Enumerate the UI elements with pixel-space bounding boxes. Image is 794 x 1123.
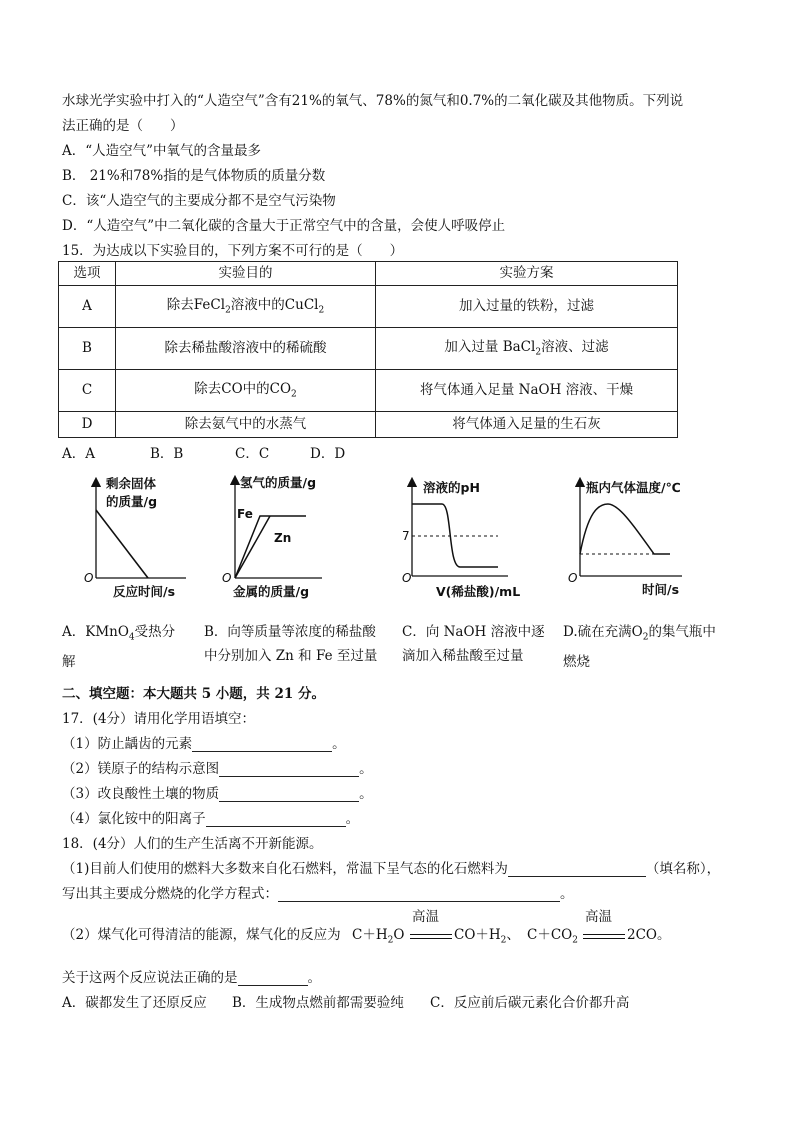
text-part: 加入过量的铁粉，过滤 xyxy=(459,298,594,315)
row-plan xyxy=(376,370,678,412)
experiment-table xyxy=(58,261,678,438)
subscript: 2 xyxy=(318,305,325,316)
ph-7-mark: 7 xyxy=(402,529,410,543)
fe-label: Fe xyxy=(237,507,253,521)
text-part: 将气体通入足量的生石灰 xyxy=(452,416,601,433)
answer-blank[interactable] xyxy=(206,812,346,827)
graph-b-origin: O xyxy=(222,571,232,585)
q14-option-b: B． 21%和78%指的是气体物质的质量分数 xyxy=(62,168,326,184)
item-end: 。 xyxy=(359,761,373,777)
condition-label-1: 高温 xyxy=(412,909,439,925)
text-part: 写出其主要成分燃烧的化学方程式： xyxy=(62,886,278,902)
graph-a-origin: O xyxy=(84,571,94,585)
q18-option-a: A．碳都发生了还原反应 xyxy=(62,995,207,1011)
graph-a-ylabel-2: 的质量/g xyxy=(106,494,158,509)
text-part: 溶液中的CuCl xyxy=(230,296,319,313)
text-part: （1)目前人们使用的燃料大多数来自化石燃料，常温下呈气态的化石燃料为 xyxy=(62,861,508,877)
q18-part1-line2 xyxy=(62,886,574,902)
equation-1-left xyxy=(352,927,404,946)
q18-option-b: B．生成物点燃前都需要验纯 xyxy=(232,995,404,1011)
text-part: 滴加入稀盐酸至过量 xyxy=(402,648,524,664)
q17-item-1 xyxy=(62,736,346,752)
q18-part3 xyxy=(62,970,321,986)
caption-b xyxy=(204,620,384,668)
graph-c-ylabel: 溶液的pH xyxy=(423,480,480,495)
text-part: 燃烧 xyxy=(563,653,590,670)
text-part: CO＋H xyxy=(454,927,501,943)
table-row xyxy=(59,286,678,328)
text-part: 溶液、过滤 xyxy=(541,338,609,355)
q15-answer-d: D．D xyxy=(310,446,346,462)
q17-item-2 xyxy=(62,761,373,777)
item-text: （3）改良酸性土壤的物质 xyxy=(62,786,220,802)
row-label: D xyxy=(59,412,116,438)
item-end: 。 xyxy=(332,736,346,752)
text-part: 加入过量 BaCl xyxy=(444,338,536,355)
row-purpose xyxy=(116,328,376,370)
caption-d xyxy=(563,620,738,674)
answer-blank[interactable] xyxy=(238,971,308,986)
q17-stem: 17．(4分）请用化学用语填空： xyxy=(62,711,256,727)
q18-stem: 18．(4分）人们的生产生活离不开新能源。 xyxy=(62,836,323,852)
row-purpose xyxy=(116,370,376,412)
item-end: 。 xyxy=(359,786,373,802)
decline-line xyxy=(96,510,148,578)
graph-d-origin: O xyxy=(568,571,578,585)
table-row xyxy=(59,412,678,438)
answer-blank[interactable] xyxy=(219,787,359,802)
subscript: 4 xyxy=(128,632,135,643)
temperature-curve xyxy=(580,504,670,554)
row-purpose xyxy=(116,412,376,438)
text-part: （填名称）， xyxy=(645,861,721,877)
section-title: 二、填空题：本大题共 5 小题，共 21 分。 xyxy=(62,686,325,702)
condition-label-2: 高温 xyxy=(585,909,612,925)
q14-stem-line2: 法正确的是（ ） xyxy=(62,118,184,134)
q17-item-3 xyxy=(62,786,373,802)
q18-option-c: C．反应前后碳元素化合价都升高 xyxy=(430,995,630,1011)
item-text: （1）防止龋齿的元素 xyxy=(62,736,193,752)
subscript: 2 xyxy=(642,632,649,643)
graph-a xyxy=(68,472,198,607)
graph-c xyxy=(390,472,530,607)
answer-blank[interactable] xyxy=(508,862,646,877)
q18-part2-prefix: （2）煤气化可得清洁的能源，煤气化的反应为 xyxy=(62,927,341,943)
subscript: 2 xyxy=(291,389,297,400)
text-part: 将气体通入足量 NaOH 溶液、干燥 xyxy=(419,382,634,399)
q14-option-c: C．该“人造空气的主要成分都不是空气污染物 xyxy=(62,193,336,209)
text-part: C＋H xyxy=(352,927,388,943)
answer-blank[interactable] xyxy=(219,762,359,777)
row-plan xyxy=(376,412,678,438)
text-part: B．向等质量等浓度的稀盐酸 xyxy=(204,624,376,640)
text-part: C．向 NaOH 溶液中逐 xyxy=(402,624,545,640)
text-part: 受热分 xyxy=(134,624,176,640)
table-row xyxy=(59,370,678,412)
row-plan xyxy=(376,328,678,370)
graph-d xyxy=(560,472,700,607)
text-part: O xyxy=(393,927,405,943)
item-text: （2）镁原子的结构示意图 xyxy=(62,761,220,777)
caption-a xyxy=(62,620,190,674)
subscript: 2 xyxy=(500,935,507,946)
graph-b-xlabel: 金属的质量/g xyxy=(233,584,310,599)
table-row xyxy=(59,328,678,370)
text-part: C＋CO xyxy=(527,927,573,943)
item-text: （4）氯化铵中的阳离子 xyxy=(62,811,206,827)
row-plan xyxy=(376,286,678,328)
text-part: 。 xyxy=(560,886,574,902)
answer-blank[interactable] xyxy=(278,887,560,902)
fe-curve xyxy=(235,516,306,578)
text-part: 解 xyxy=(62,653,76,670)
graph-b-ylabel: 氢气的质量/g xyxy=(240,475,317,490)
row-purpose xyxy=(116,286,376,328)
table-header-row xyxy=(59,262,678,286)
text-part: A．KMnO xyxy=(62,624,129,640)
graph-a-xlabel: 反应时间/s xyxy=(113,584,176,599)
reaction-equals-2 xyxy=(583,934,625,939)
zn-curve xyxy=(235,516,270,578)
zn-label: Zn xyxy=(274,531,292,545)
text-part: D.硫在充满O xyxy=(563,624,643,640)
text-part: 关于这两个反应说法正确的是 xyxy=(62,970,238,986)
text-part: 除去FeCl xyxy=(166,296,226,313)
table-header-cell: 选项 xyxy=(59,262,116,286)
subscript: 2 xyxy=(225,305,231,316)
row-label: C xyxy=(59,370,116,412)
q14-stem-line1: 水球光学实验中打入的“人造空气”含有21%的氧气、78%的氮气和0.7%的二氧化碳及其他物质。下列说 xyxy=(62,93,684,109)
graph-b xyxy=(210,472,340,607)
row-label: A xyxy=(59,286,116,328)
graph-a-ylabel-1: 剩余固体 xyxy=(106,476,157,491)
q15-answer-c: C．C xyxy=(235,446,270,462)
answer-blank[interactable] xyxy=(192,737,332,752)
equation-2-right: 2CO。 xyxy=(627,927,671,943)
text-part: 。 xyxy=(307,970,321,986)
table-header-cell: 实验目的 xyxy=(116,262,376,286)
row-label: B xyxy=(59,328,116,370)
equation-2-left xyxy=(527,927,578,946)
q15-stem: 15．为达成以下实验目的，下列方案不可行的是（ ） xyxy=(62,243,404,259)
text-part: 、 xyxy=(506,927,520,943)
q15-answer-b: B．B xyxy=(150,446,184,462)
reaction-equals-1 xyxy=(410,934,452,939)
graph-d-ylabel: 瓶内气体温度/℃ xyxy=(586,480,681,495)
text-part: 除去CO中的CO xyxy=(194,380,292,397)
subscript: 2 xyxy=(387,935,394,946)
graph-c-xlabel: V(稀盐酸)/mL xyxy=(436,584,521,599)
table-header-cell: 实验方案 xyxy=(376,262,678,286)
q17-item-4 xyxy=(62,811,359,827)
text-part: 的集气瓶中 xyxy=(648,624,716,640)
graph-d-xlabel: 时间/s xyxy=(642,582,680,597)
subscript: 2 xyxy=(535,347,542,358)
subscript: 2 xyxy=(572,935,578,946)
text-part: 除去氨气中的水蒸气 xyxy=(184,416,307,433)
graph-c-origin: O xyxy=(402,571,412,585)
q18-part1-line1 xyxy=(62,861,720,877)
q15-answer-a: A．A xyxy=(62,446,95,462)
item-end: 。 xyxy=(345,811,360,827)
q14-option-d: D．“人造空气”中二氧化碳的含量大于正常空气中的含量，会使人呼吸停止 xyxy=(62,218,506,234)
equation-1-right xyxy=(454,927,520,946)
text-part: 除去稀盐酸溶液中的稀硫酸 xyxy=(164,340,327,357)
q14-option-a: A．“人造空气”中氧气的含量最多 xyxy=(62,143,262,159)
text-part: 中分别加入 Zn 和 Fe 至过量 xyxy=(204,648,378,664)
caption-c xyxy=(402,620,552,668)
